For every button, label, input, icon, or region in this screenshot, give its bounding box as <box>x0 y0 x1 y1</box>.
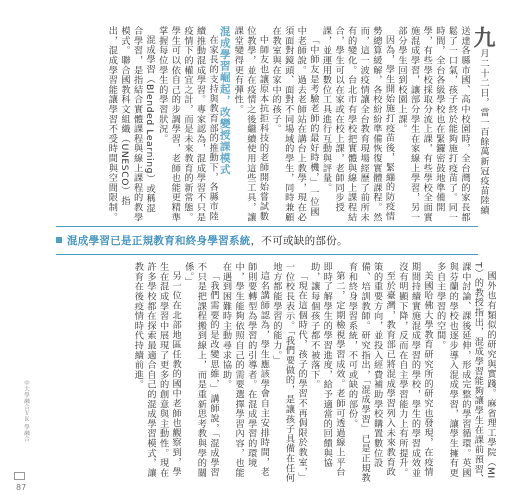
upper-article-block <box>40 26 496 222</box>
upper-paragraph-5: 在家長的支持與教育部的推動下，各縣市陸續推動混成學習。專家認為，混成學習不只是疫情下的權宜之計，而是未來教育的新常態。學生可以依自己的步調學習，老師也能更精準掌握每位學生的學習狀況。 <box>156 26 219 222</box>
pull-quote-rest: ，不可或缺的部份。 <box>250 234 348 247</box>
lower-paragraph-4: 第二，定期檢視學習成效。老師可透過線上平台即時了解學生的學習進度，給予適當的回饋與協助，讓每個孩子都不被落下。 <box>308 262 345 477</box>
section-subhead: 混成學習崛起，改變授課模式 <box>218 26 231 176</box>
page-number: 87 <box>16 483 27 492</box>
lower-paragraph-3: 至於臺灣，教育部已將混成學習列入未來教育政策的重要方向，並投入經費補助學校購置數位設備、培訓教師。研究指出，「混成學習」已是正規教育和終身學習系統，不可或缺的部份。 <box>346 262 396 483</box>
lower-paragraph-2: 美國哈佛大學教育研究所的研究也發現，在疫情期間持續實施混成學習的學校，學生的學習成效並沒有明顯下降，反而在自主學習能力上有所提升。 <box>396 262 434 478</box>
lower-article-block <box>40 262 496 484</box>
pull-quote-highlight: 混成學習已是正規教育和終身學習系統 <box>67 234 251 247</box>
upper-paragraph-6: 混成學習（Blended Learning）或稱混合學習，是指結合實體課程與線上課程的教學模式。聯合國教科文組織（UNESCO）指出，混成學習能讓學習不受時間與空間限制。 <box>106 26 156 222</box>
running-title: 中大學融合ＹＫ 學融合 <box>23 380 29 443</box>
upper-paragraph-2: 因為，學生開始施打疫苗後，緊繃的防疫情勢總算緩解，各校紛紛準備恢復實體課程。然而，這一波疫情讓全台教育現場經歷了前所未有的變化。台北市有學校把實體與線上課程結合，學生可以在家或在校上課，老師同步授課，並運用數位工具進行互動與評量。 <box>320 26 395 222</box>
lower-paragraph-6: 這名講師認為，學生應該學會自主安排時間，老師則要轉型為學習的引導者。在混成學習的環境中，學生能夠依照自己的需要選擇學習內容，也能在遇到困難時主動尋求協助。 <box>220 262 270 478</box>
upper-paragraph-1: 九月二十二日，當一百餘萬新冠疫苗陸續送達各縣市國、高中校園時，全台灣的家長都鬆了一口氣，孩子終於能夠施打疫苗了。同一時間，全台各級學校也在緊鑼密鼓地準備開學，有些學校採取分流上課，有些學校全面實施混成學習，讓部分學生在家線上學習，另一部分學生回到校園上課。 <box>396 26 496 222</box>
lower-paragraph-7: 「我們需要的是改變思維，」講師說，「混成學習不只是把課程搬到線上，而是重新思考教與學的關係。」 <box>182 262 219 478</box>
quote-rule-top <box>56 226 478 227</box>
page-corner-mark <box>14 472 25 480</box>
upper-paragraph-4: 中師友也讓原本抗拒科技的老師開始嘗試數位教學，並在疫情之後繼續使用這些工具，讓課堂變得更有彈性。 <box>232 26 269 222</box>
upper-paragraph-3: 「中師友是考驗老師的最好時機，」一位國中老師說。過去老師站在講台上教學，現在必須面對鏡頭、面對不同場域的學生，同時兼顧在教室與在家中的孩子。 <box>270 26 319 222</box>
lower-paragraph-8: 另一位在北部地區任教的國中老師也觀察到，學生在混成學習中展現了更多的創意與主動性。現在許多學校都在探索最適合自己的混成學習模式，讓教育在後疫情時代持續前進。 <box>132 262 182 478</box>
drop-cap: 九 <box>470 26 496 49</box>
pull-quote <box>56 230 478 250</box>
quote-rule-bottom <box>56 254 478 255</box>
lower-paragraph-5: 「現在這個時代，孩子的學習不再侷限於教室，」一位校長表示。「我們要做的，是讓孩子具備在任何地方都能學習的能力。」 <box>270 262 308 483</box>
quote-bullet-icon <box>56 237 62 243</box>
lower-paragraph-1: 國外也有類似的研究與實踐。麻省理工學院（MIT）的教授指出，混成學習能夠讓學生在課前預習、課中討論、課後延伸，形成完整的學習循環。英國與芬蘭的學校也逐步導入混成學習，讓學生擁有更多自主學習的空間。 <box>434 262 496 484</box>
